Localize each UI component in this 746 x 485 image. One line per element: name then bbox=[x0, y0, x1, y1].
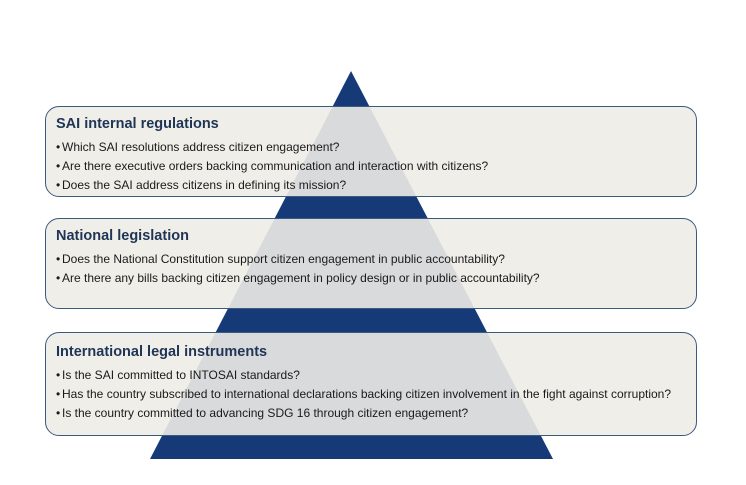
level-title: SAI internal regulations bbox=[56, 116, 219, 132]
level-national-legislation bbox=[45, 218, 697, 309]
question-item: • Does the National Constitution support citizen engagement in public accountability? bbox=[56, 252, 686, 267]
level-title: International legal instruments bbox=[56, 344, 268, 360]
question-item: • Is the country committed to advancing SDG 16 through citizen engagement? bbox=[56, 406, 686, 421]
level-international-legal-instruments bbox=[45, 332, 697, 436]
level-title: National legislation bbox=[56, 228, 189, 244]
level-sai-internal-regulations bbox=[45, 106, 697, 197]
question-item: • Is the SAI committed to INTOSAI standards? bbox=[56, 368, 686, 383]
question-list bbox=[56, 140, 686, 193]
question-item: • Has the country subscribed to international declarations backing citizen involvement in the fight against corruption? bbox=[56, 387, 686, 402]
question-item: • Which SAI resolutions address citizen engagement? bbox=[56, 140, 686, 155]
question-list bbox=[56, 252, 686, 286]
question-list bbox=[56, 368, 686, 421]
question-item: • Are there any bills backing citizen engagement in policy design or in public accountability? bbox=[56, 271, 686, 286]
question-item: • Does the SAI address citizens in defining its mission? bbox=[56, 178, 686, 193]
question-item: • Are there executive orders backing communication and interaction with citizens? bbox=[56, 159, 686, 174]
